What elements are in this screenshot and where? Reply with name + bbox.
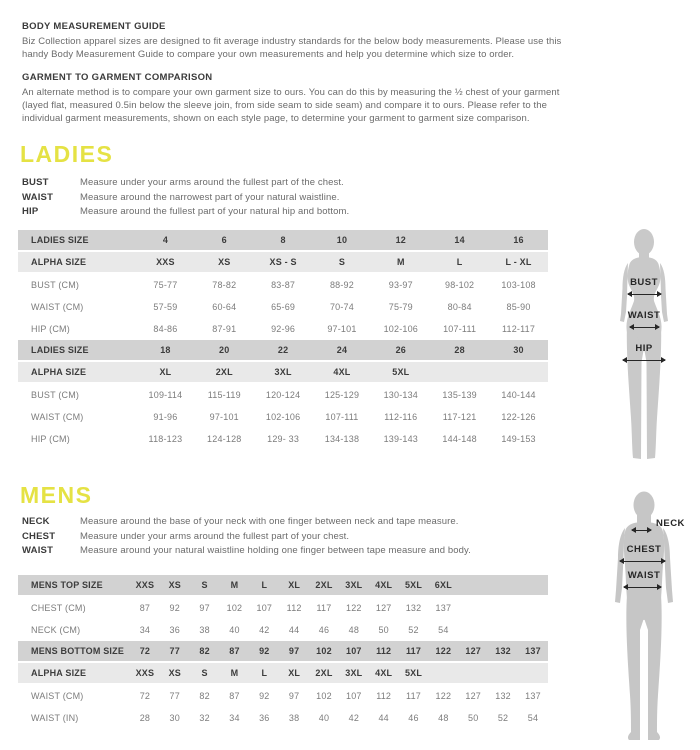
value-cell: 112-116 (371, 406, 430, 428)
value-cell: 122 (339, 597, 369, 619)
value-cell: 42 (339, 707, 369, 729)
value-cell: 78-82 (195, 274, 254, 296)
value-cell: L (430, 252, 489, 274)
value-cell: 5XL (371, 362, 430, 384)
value-cell: 70-74 (313, 296, 372, 318)
value-cell: 107 (339, 685, 369, 707)
value-cell: 122 (428, 685, 458, 707)
value-cell: 124-128 (195, 428, 254, 450)
value-cell: 137 (518, 685, 548, 707)
value-cell: XXS (130, 663, 160, 685)
value-cell (458, 663, 488, 685)
ladies-size-table (18, 230, 548, 450)
value-cell: 127 (458, 641, 488, 663)
value-cell: 16 (489, 230, 548, 252)
value-cell: 5XL (399, 663, 429, 685)
chest-label: CHEST (626, 544, 662, 555)
bust-measure-arrow (628, 294, 661, 295)
hip-measure-arrow (623, 360, 665, 361)
row-label-cell: LADIES SIZE (18, 230, 136, 252)
value-cell (458, 597, 488, 619)
row-label-cell: ALPHA SIZE (18, 663, 130, 685)
value-cell: 5XL (399, 575, 429, 597)
value-cell: 30 (489, 340, 548, 362)
value-cell: 52 (399, 619, 429, 641)
neck-label: NECK (656, 518, 685, 529)
value-cell: 32 (190, 707, 220, 729)
value-cell (518, 575, 548, 597)
value-cell: 107 (339, 641, 369, 663)
value-cell: 112 (279, 597, 309, 619)
value-cell: M (220, 575, 250, 597)
value-cell: 82 (190, 641, 220, 663)
value-cell: 46 (399, 707, 429, 729)
value-cell: 92 (160, 597, 190, 619)
value-cell: 54 (428, 619, 458, 641)
value-cell: 102 (220, 597, 250, 619)
definition-row (22, 530, 471, 545)
value-cell: 134-138 (313, 428, 372, 450)
value-cell: 127 (369, 597, 399, 619)
value-cell: 36 (160, 619, 190, 641)
value-cell: 48 (339, 619, 369, 641)
mens-size-table (18, 575, 548, 729)
value-cell: 102 (309, 641, 339, 663)
definition-description: Measure around the fullest part of your natural hip and bottom. (80, 206, 350, 217)
value-cell (518, 619, 548, 641)
value-cell: 117 (399, 685, 429, 707)
value-cell: 77 (160, 685, 190, 707)
table-row (18, 384, 548, 406)
table-row (18, 641, 548, 663)
value-cell: 137 (428, 597, 458, 619)
table-row (18, 619, 548, 641)
value-cell: 84-86 (136, 318, 195, 340)
value-cell (488, 575, 518, 597)
table-row (18, 707, 548, 729)
value-cell: 107 (249, 597, 279, 619)
value-cell: 34 (130, 619, 160, 641)
row-label-cell: WAIST (CM) (18, 685, 130, 707)
value-cell: 12 (371, 230, 430, 252)
row-label-cell: WAIST (CM) (18, 296, 136, 318)
garment-comparison-title: GARMENT TO GARMENT COMPARISON (22, 72, 213, 83)
value-cell: 4 (136, 230, 195, 252)
value-cell: 118-123 (136, 428, 195, 450)
value-cell: L (249, 663, 279, 685)
value-cell: 75-77 (136, 274, 195, 296)
table-row (18, 406, 548, 428)
row-label-cell: CHEST (CM) (18, 597, 130, 619)
value-cell: 85-90 (489, 296, 548, 318)
table-row (18, 575, 548, 597)
row-label-cell: WAIST (IN) (18, 707, 130, 729)
value-cell: 112 (369, 641, 399, 663)
definition-description: Measure around the narrowest part of your natural waistline. (80, 191, 340, 203)
value-cell: 30 (160, 707, 190, 729)
value-cell: 82 (190, 685, 220, 707)
value-cell: 140-144 (489, 384, 548, 406)
value-cell (488, 619, 518, 641)
value-cell: 88-92 (313, 274, 372, 296)
value-cell: 132 (488, 685, 518, 707)
definition-description: Measure under your arms around the fullest part of the chest. (80, 177, 344, 188)
table-row (18, 663, 548, 685)
value-cell: 2XL (309, 663, 339, 685)
value-cell: 132 (488, 641, 518, 663)
value-cell: 87-91 (195, 318, 254, 340)
value-cell: 122-126 (489, 406, 548, 428)
value-cell (430, 362, 489, 384)
value-cell: 28 (430, 340, 489, 362)
value-cell: 50 (458, 707, 488, 729)
value-cell: 40 (309, 707, 339, 729)
row-label-cell: HIP (CM) (18, 318, 136, 340)
table-row (18, 318, 548, 340)
value-cell: 127 (458, 685, 488, 707)
definition-term: WAIST (22, 545, 54, 556)
mens-figure (592, 490, 696, 748)
value-cell: XL (279, 575, 309, 597)
value-cell: 122 (428, 641, 458, 663)
definition-row (22, 515, 471, 530)
table-row (18, 296, 548, 318)
waist-measure-arrow (630, 327, 659, 328)
value-cell: 34 (220, 707, 250, 729)
value-cell: S (190, 663, 220, 685)
value-cell: 87 (130, 597, 160, 619)
value-cell (458, 575, 488, 597)
value-cell: 102-106 (371, 318, 430, 340)
value-cell: 107-111 (430, 318, 489, 340)
value-cell: 97 (279, 641, 309, 663)
waist-label: WAIST (627, 570, 661, 581)
value-cell: 72 (130, 685, 160, 707)
value-cell (489, 362, 548, 384)
intro-paragraph: Biz Collection apparel sizes are designed to fit average industry standards for the below body measurements. Please use this handy Body Measurement Guide to compare your own measurements and help you determine which size to order. (22, 36, 562, 60)
value-cell: 75-79 (371, 296, 430, 318)
value-cell: 44 (279, 619, 309, 641)
value-cell: XS (160, 663, 190, 685)
definition-row (22, 544, 471, 559)
value-cell: 57-59 (136, 296, 195, 318)
value-cell: 92 (249, 685, 279, 707)
value-cell: 144-148 (430, 428, 489, 450)
value-cell: 46 (309, 619, 339, 641)
waist-label: WAIST (627, 310, 661, 321)
row-label-cell: NECK (CM) (18, 619, 130, 641)
value-cell: 6XL (428, 575, 458, 597)
value-cell: S (313, 252, 372, 274)
value-cell: 24 (313, 340, 372, 362)
value-cell: 139-143 (371, 428, 430, 450)
value-cell: 65-69 (254, 296, 313, 318)
value-cell: 117 (399, 641, 429, 663)
value-cell: 83-87 (254, 274, 313, 296)
value-cell: 102 (309, 685, 339, 707)
value-cell: 40 (220, 619, 250, 641)
intro-section (22, 21, 587, 136)
definition-row (22, 205, 349, 220)
value-cell: 54 (518, 707, 548, 729)
value-cell: 87 (220, 685, 250, 707)
value-cell: 129- 33 (254, 428, 313, 450)
value-cell (488, 663, 518, 685)
table-row (18, 340, 548, 362)
value-cell: 120-124 (254, 384, 313, 406)
value-cell: 92-96 (254, 318, 313, 340)
value-cell: XL (279, 663, 309, 685)
mens-section-title: MENS (20, 482, 93, 508)
table-row (18, 685, 548, 707)
value-cell: XXS (136, 252, 195, 274)
value-cell: 109-114 (136, 384, 195, 406)
value-cell: 3XL (339, 575, 369, 597)
value-cell: 72 (130, 641, 160, 663)
definition-row (22, 191, 349, 206)
row-label-cell: ALPHA SIZE (18, 362, 136, 384)
garment-comparison-paragraph: An alternate method is to compare your own garment size to ours. You can do this by measuring the ½ chest of your garment (layed flat, measured 0.5in below the sleeve join, from side seam to side seam) and compare it to ours. Please refer to the individual garment measurements, shown on each style page, to determine your garment to garment size comparison. (22, 87, 560, 124)
value-cell: XS (160, 575, 190, 597)
value-cell: 112-117 (489, 318, 548, 340)
value-cell: 117 (309, 597, 339, 619)
value-cell: 18 (136, 340, 195, 362)
value-cell: 4XL (313, 362, 372, 384)
waist-measure-arrow (624, 587, 661, 588)
value-cell (488, 597, 518, 619)
value-cell: 130-134 (371, 384, 430, 406)
table-row (18, 428, 548, 450)
row-label-cell: LADIES SIZE (18, 340, 136, 362)
table-row (18, 597, 548, 619)
value-cell: 132 (399, 597, 429, 619)
value-cell: 8 (254, 230, 313, 252)
value-cell: 87 (220, 641, 250, 663)
value-cell: 125-129 (313, 384, 372, 406)
definition-term: HIP (22, 206, 39, 217)
value-cell: 97 (190, 597, 220, 619)
value-cell: 107-111 (313, 406, 372, 428)
value-cell: 115-119 (195, 384, 254, 406)
value-cell: 137 (518, 641, 548, 663)
value-cell: L (249, 575, 279, 597)
value-cell: XL (136, 362, 195, 384)
value-cell (518, 663, 548, 685)
value-cell: 36 (249, 707, 279, 729)
value-cell: M (220, 663, 250, 685)
value-cell: 112 (369, 685, 399, 707)
value-cell: 3XL (339, 663, 369, 685)
chest-measure-arrow (620, 561, 665, 562)
value-cell: 26 (371, 340, 430, 362)
definition-term: BUST (22, 177, 49, 188)
value-cell: S (190, 575, 220, 597)
row-label-cell: BUST (CM) (18, 384, 136, 406)
definition-description: Measure around the base of your neck with one finger between neck and tape measure. (80, 516, 459, 527)
value-cell: 14 (430, 230, 489, 252)
value-cell: 38 (279, 707, 309, 729)
value-cell: 60-64 (195, 296, 254, 318)
value-cell: 98-102 (430, 274, 489, 296)
value-cell: 6 (195, 230, 254, 252)
value-cell: 2XL (195, 362, 254, 384)
value-cell (458, 619, 488, 641)
value-cell: 92 (249, 641, 279, 663)
value-cell: 52 (488, 707, 518, 729)
value-cell: 42 (249, 619, 279, 641)
row-label-cell: HIP (CM) (18, 428, 136, 450)
definition-term: WAIST (22, 191, 54, 203)
value-cell: 3XL (254, 362, 313, 384)
value-cell: 97-101 (195, 406, 254, 428)
value-cell: 22 (254, 340, 313, 362)
value-cell: 4XL (369, 575, 399, 597)
row-label-cell: WAIST (CM) (18, 406, 136, 428)
table-row (18, 362, 548, 384)
value-cell: 135-139 (430, 384, 489, 406)
value-cell: 44 (369, 707, 399, 729)
value-cell: 2XL (309, 575, 339, 597)
table-row (18, 274, 548, 296)
value-cell: 102-106 (254, 406, 313, 428)
value-cell: 149-153 (489, 428, 548, 450)
definition-term: CHEST (22, 530, 56, 542)
value-cell: 10 (313, 230, 372, 252)
value-cell: M (371, 252, 430, 274)
value-cell: 91-96 (136, 406, 195, 428)
ladies-section-title: LADIES (20, 141, 114, 167)
hip-label: HIP (635, 343, 653, 354)
mens-definitions (22, 515, 471, 559)
definition-description: Measure around your natural waistline holding one finger between tape measure and body. (80, 545, 471, 556)
value-cell: 97-101 (313, 318, 372, 340)
table-row (18, 252, 548, 274)
row-label-cell: MENS BOTTOM SIZE (18, 641, 130, 663)
value-cell: 50 (369, 619, 399, 641)
page-title: BODY MEASUREMENT GUIDE (22, 21, 166, 32)
value-cell: 93-97 (371, 274, 430, 296)
value-cell: L - XL (489, 252, 548, 274)
value-cell: 77 (160, 641, 190, 663)
value-cell: 38 (190, 619, 220, 641)
row-label-cell: BUST (CM) (18, 274, 136, 296)
value-cell (428, 663, 458, 685)
ladies-definitions (22, 176, 349, 220)
value-cell: 117-121 (430, 406, 489, 428)
value-cell: 4XL (369, 663, 399, 685)
row-label-cell: ALPHA SIZE (18, 252, 136, 274)
definition-term: NECK (22, 516, 50, 527)
value-cell (518, 597, 548, 619)
value-cell: XS - S (254, 252, 313, 274)
value-cell: 103-108 (489, 274, 548, 296)
definition-description: Measure under your arms around the fullest part of your chest. (80, 530, 350, 542)
value-cell: 48 (428, 707, 458, 729)
value-cell: XXS (130, 575, 160, 597)
row-label-cell: MENS TOP SIZE (18, 575, 130, 597)
definition-row (22, 176, 349, 191)
value-cell: 97 (279, 685, 309, 707)
neck-measure-arrow (632, 530, 651, 531)
value-cell: XS (195, 252, 254, 274)
table-row (18, 230, 548, 252)
value-cell: 80-84 (430, 296, 489, 318)
bust-label: BUST (630, 277, 658, 288)
ladies-figure (598, 228, 690, 464)
value-cell: 20 (195, 340, 254, 362)
value-cell: 28 (130, 707, 160, 729)
